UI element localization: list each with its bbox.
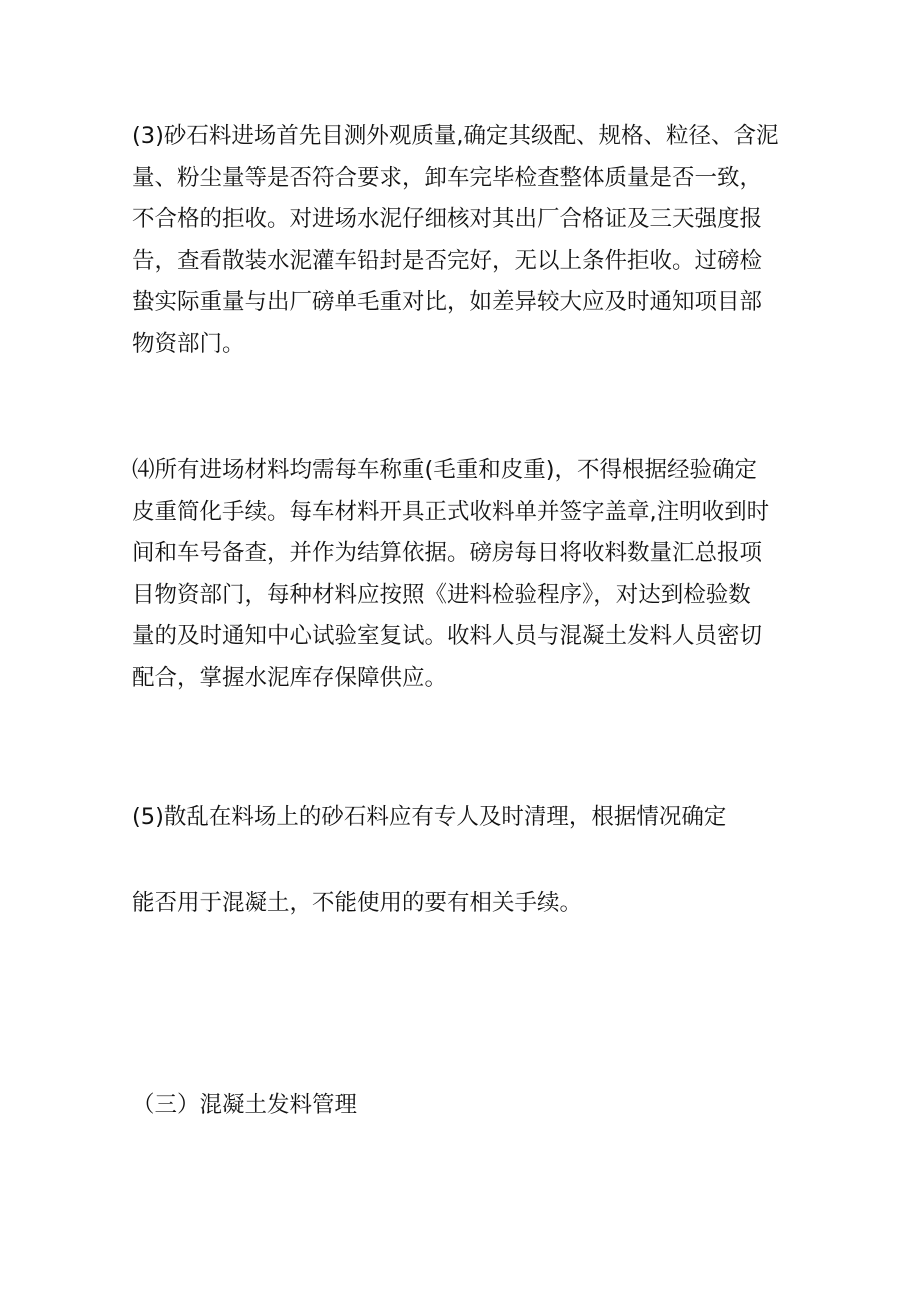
section-heading: （三）混凝土发料管理 xyxy=(132,1092,358,1118)
paragraph-3-line-1: (3)砂石料进场首先目测外观质量,确定其级配、规格、粒径、含泥 xyxy=(132,123,779,149)
paragraph-4-line-5: 量的及时通知中心试验室复试。收料人员与混凝土发料人员密切 xyxy=(132,623,763,650)
paragraph-4 xyxy=(132,450,802,700)
paragraph-3-line-4: 告，查看散装水泥灌车铅封是否完好，无以上条件拒收。过磅检 xyxy=(132,247,763,274)
paragraph-4-line-6: 配合，掌握水泥库存保障供应。 xyxy=(132,664,448,691)
paragraph-5-line-1: (5)散乱在料场上的砂石料应有专人及时清理，根据情况确定 xyxy=(132,804,727,830)
paragraph-3 xyxy=(132,116,802,366)
paragraph-3-line-3: 不合格的拒收。对进场水泥仔细核对其出厂合格证及三天强度报 xyxy=(132,206,763,233)
paragraph-4-line-4: 目物资部门，每种材料应按照《进料检验程序》，对达到检验数 xyxy=(132,581,751,608)
paragraph-3-line-2: 量、粉尘量等是否符合要求，卸车完毕检查整体质量是否一致， xyxy=(132,164,763,191)
paragraph-3-line-5: 蛰实际重量与出厂磅单毛重对比，如差异较大应及时通知项目部 xyxy=(132,289,763,316)
paragraph-5-line-2: 能否用于混凝土，不能使用的要有相关手续。 xyxy=(132,890,583,916)
paragraph-4-line-1: ⑷所有进场材料均需每车称重(毛重和皮重)，不得根据经验确定 xyxy=(132,457,758,483)
paragraph-4-line-2: 皮重简化手续。每车材料开具正式收料单并签字盖章,注明收到时 xyxy=(132,498,770,525)
paragraph-3-line-6: 物资部门。 xyxy=(132,330,245,357)
paragraph-4-line-3: 间和车号备查，并作为结算依据。磅房每日将收料数量汇总报项 xyxy=(132,540,763,567)
